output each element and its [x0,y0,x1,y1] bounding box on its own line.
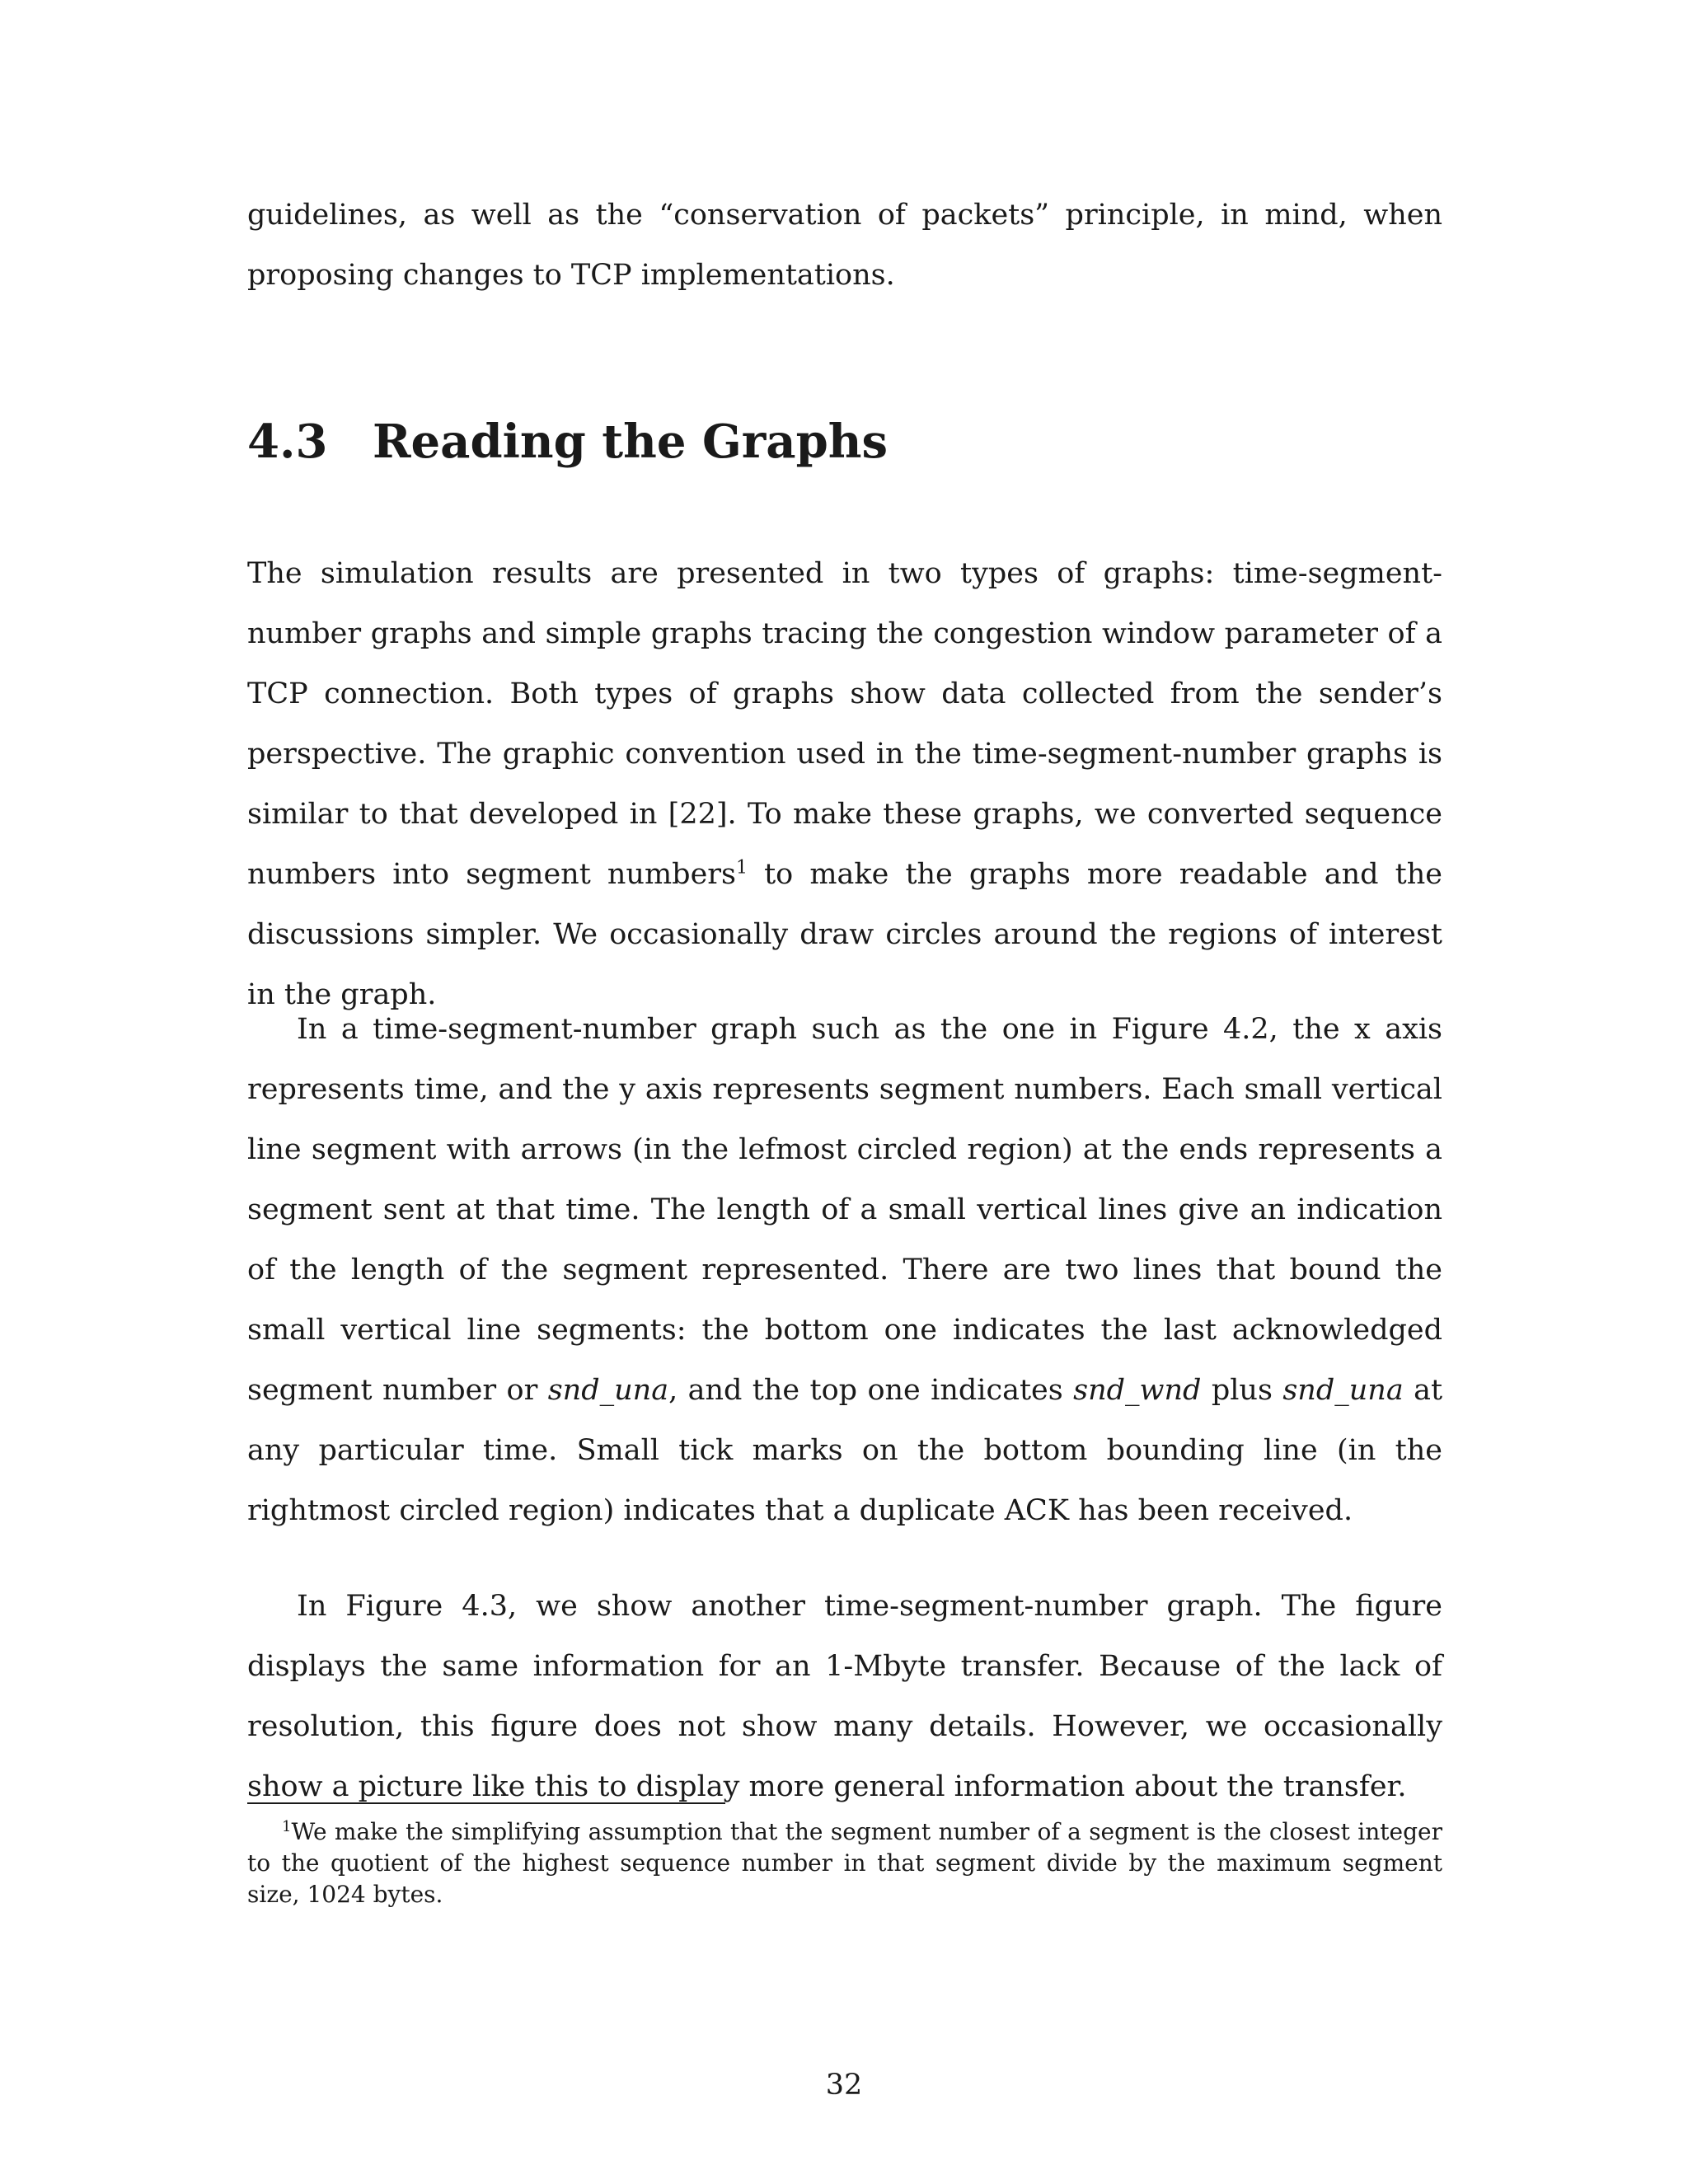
term-snd-wnd: snd_wnd [1073,1374,1202,1407]
term-snd-una: snd_una [547,1374,669,1407]
paragraph-1 [247,544,1442,1025]
footnote-rule [247,1802,725,1804]
footnote-mark: 1 [282,1817,292,1835]
paragraph-2 [247,1000,1442,1541]
term-snd-una-2: snd_una [1282,1374,1404,1407]
section-title: Reading the Graphs [373,415,888,469]
paragraph-1-text-a: The simulation results are presented in two types of graphs: time-segment-number graphs and simple graphs tracing the congestion window parameter of a TCP connection. Both types of graphs show data collected from the sender’s perspective. The graphic convention used in the time-segment-number graphs is similar to that developed in [22]. To make these graphs, we converted sequence numbers into segment numbers [247,557,1442,891]
paragraph-2-text-c: plus [1201,1374,1283,1407]
paragraph-3 [247,1577,1442,1817]
footnote-text: We make the simplifying assumption that the segment number of a segment is the closest integer to the quotient of the highest sequence number in that segment divide by the maximum segment size, 1024 bytes. [247,1818,1442,1908]
paragraph-2-text-d: at any particular time. Small tick marks on the bottom bounding line (in the rightmost circled region) indicates that a duplicate ACK has been received. [247,1374,1443,1527]
footnote [247,1816,1442,1910]
paragraph-2-text-b: , and the top one indicates [668,1374,1074,1407]
intro-paragraph [247,185,1442,306]
page-number: 32 [825,2069,863,2102]
paragraph-2-text-a: In a time-segment-number graph such as the one in Figure 4.2, the x axis represents time, and the y axis represents segment numbers. Each small vertical line segment with arrows (in the lefmost circled region) at the ends represents a segment sent at that time. The length of a small vertical lines give an indication of the length of the segment represented. There are two lines that bound the small vertical line segments: the bottom one indicates the last acknowledged segment number or [247,1013,1442,1407]
paragraph-1-text-b: to make the graphs more readable and the discussions simpler. We occasionally draw circles around the regions of interest in the graph. [247,858,1443,1011]
intro-text: guidelines, as well as the “conservation of packets” principle, in mind, when proposing changes to TCP implementations. [247,199,1442,292]
paragraph-3-text: In Figure 4.3, we show another time-segment-number graph. The figure displays the same information for an 1-Mbyte transfer. Because of the lack of resolution, this figure does not show many details. However, we occasionally show a picture like this to display more general information about the transfer. [247,1590,1442,1803]
footnote-ref-mark: 1 [735,857,748,879]
section-heading [247,409,888,475]
section-number: 4.3 [247,415,328,469]
